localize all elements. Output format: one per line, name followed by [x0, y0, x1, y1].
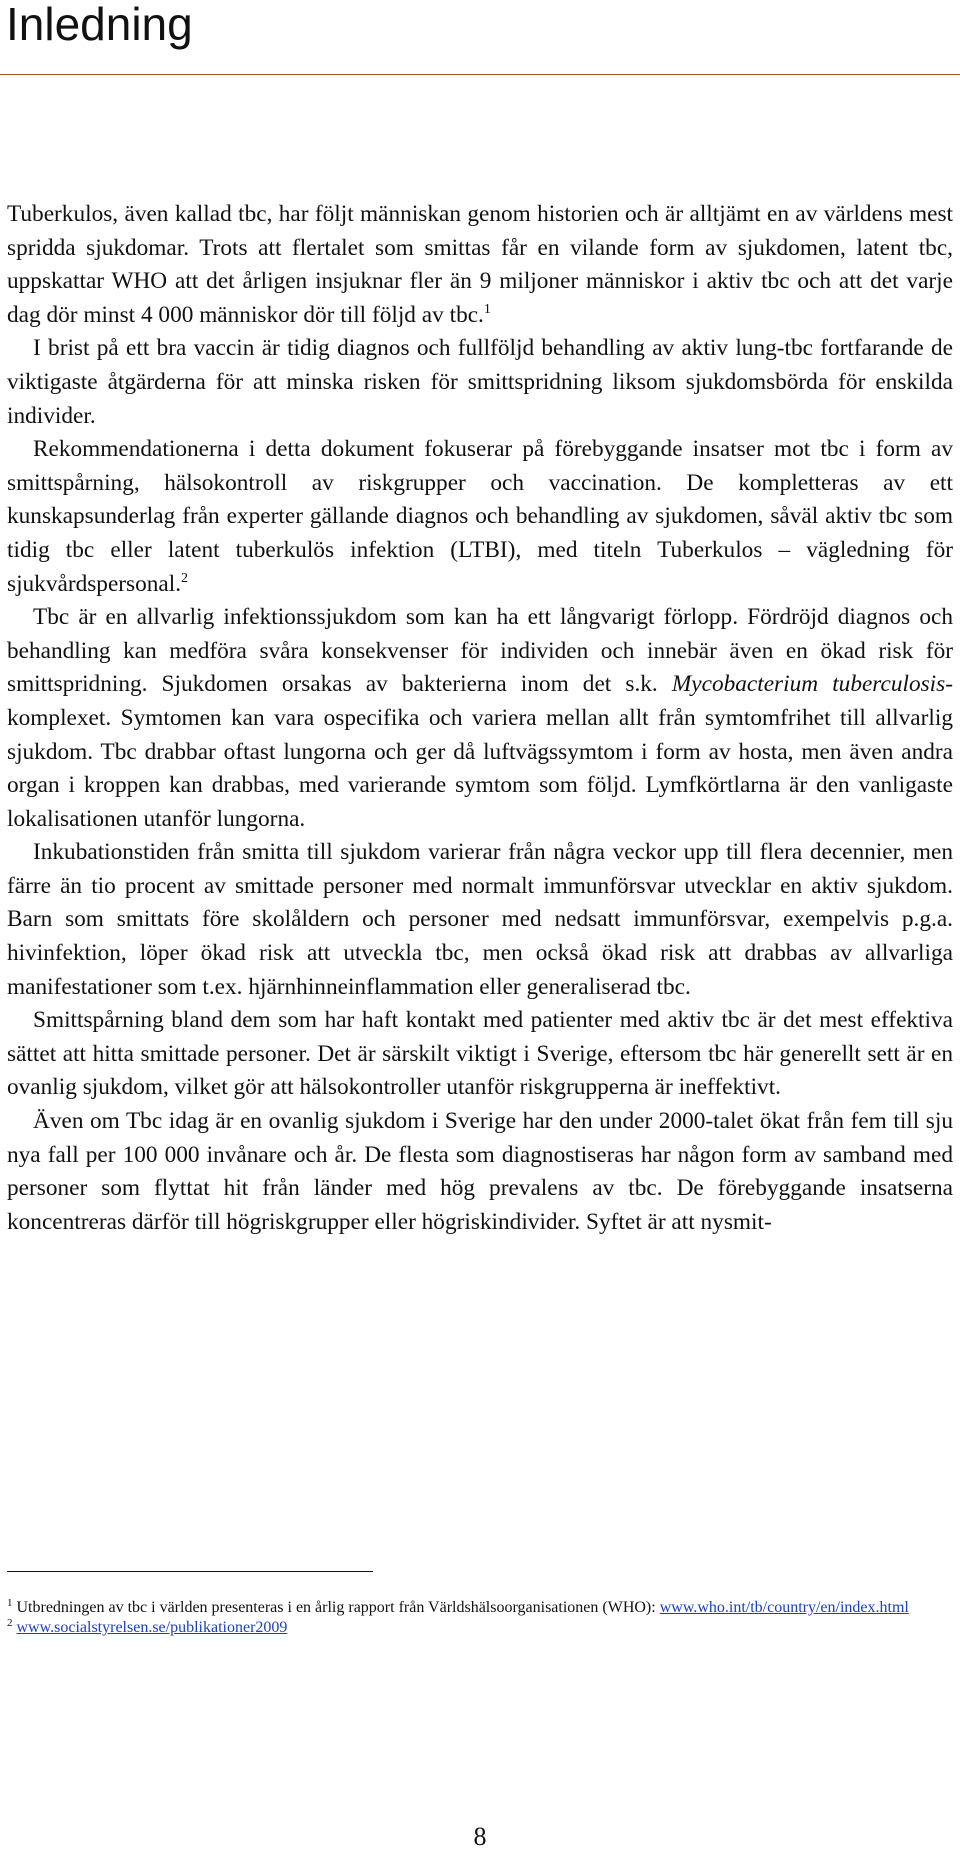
paragraph-4-text-after: -komplexet. Symtomen kan vara ospecifika och variera mellan allt från symtomfrihet till allvarlig sjukdom. Tbc drabbar oftast lungorna och ger då luftvägssymtom i form av hosta, men även andra organ i kroppen kan drabbas, med varierande symtom som följd. Lymfkörtlarna är den vanligaste lokalisationen utanför lungorna.	[7, 671, 953, 832]
footnote-ref-2[interactable]: 2	[181, 570, 189, 586]
paragraph-2: I brist på ett bra vaccin är tidig diagnos och fullföljd behandling av aktiv lung-tbc fortfarande de viktigaste åtgärderna för att minska risken för smittspridning liksom sjukdomsbörda för enskilda individer.	[7, 335, 953, 429]
footnote-ref-1[interactable]: 1	[483, 301, 491, 317]
footnotes	[7, 1598, 953, 1638]
footnote-1	[7, 1598, 953, 1618]
page-heading: Inledning	[6, 0, 193, 50]
paragraph-5: Inkubationstiden från smitta till sjukdom varierar från några veckor upp till flera decennier, men färre än tio procent av smittade personer med normalt immunförsvar utvecklar en aktiv sjukdom. Barn som smittats före skolåldern och personer med nedsatt immunförsvar, exempelvis p.g.a. hivinfektion, löper ökad risk att utveckla tbc, men också ökad risk att drabbas av allvarliga manifestationer som t.ex. hjärnhinneinflammation eller generaliserad tbc.	[7, 839, 953, 1000]
heading-rule	[0, 74, 960, 75]
paragraph-4	[7, 601, 953, 836]
paragraph-3-text: Rekommendationerna i detta dokument fokuserar på förebyggande insatser mot tbc i form av smittspårning, hälsokontroll av riskgrupper och vaccination. De kompletteras av ett kunskapsunderlag från experter gällande diagnos och behandling av sjukdomen, såväl aktiv tbc som tidig tbc eller latent tuberkulös infektion (LTBI), med titeln Tuberkulos – vägledning för sjukvårdspersonal.	[7, 436, 953, 597]
paragraph-4-text-before: Tbc är en allvarlig infektionssjukdom som kan ha ett långvarigt förlopp. Fördröjd diagnos och behandling kan medföra svåra konsekvenser för individen och innebär även en ökad risk för smittspridning. Sjukdomen orsakas av bakterierna inom det s.k.	[7, 604, 953, 698]
footnote-1-number: 1	[7, 1597, 13, 1609]
paragraph-1-text: Tuberkulos, även kallad tbc, har följt människan genom historien och är alltjämt en av världens mest spridda sjukdomar. Trots att flertalet som smittas får en vilande form av sjukdomen, latent tbc, uppskattar WHO att det årligen insjuknar fler än 9 miljoner människor i aktiv tbc och att det varje dag dör minst 4 000 människor dör till följd av tbc.	[7, 201, 953, 328]
footnote-separator	[7, 1571, 373, 1572]
page-number: 8	[473, 1822, 487, 1851]
footnote-2	[7, 1618, 953, 1638]
footnote-1-text: Utbredningen av tbc i världen presenteras i en årlig rapport från Världshälsoorganisationen (WHO):	[16, 1599, 660, 1616]
paragraph-4-species-name: Mycobacterium tuberculosis	[671, 671, 946, 698]
paragraph-3	[7, 433, 953, 601]
body-text	[7, 198, 953, 1239]
footnote-2-link[interactable]: www.socialstyrelsen.se/publikationer2009	[16, 1619, 288, 1636]
paragraph-7: Även om Tbc idag är en ovanlig sjukdom i Sverige har den under 2000-talet ökat från fem till sju nya fall per 100 000 invånare och år. De flesta som diagnostiseras har någon form av samband med personer som flyttat hit från länder med hög prevalens av tbc. De förebyggande insatserna koncentreras därför till högriskgrupper eller högriskindivider. Syftet är att nysmit-	[7, 1108, 953, 1235]
paragraph-6: Smittspårning bland dem som har haft kontakt med patienter med aktiv tbc är det mest effektiva sättet att hitta smittade personer. Det är särskilt viktigt i Sverige, eftersom tbc här generellt sett är en ovanlig sjukdom, vilket gör att hälsokontroller utanför riskgrupperna är ineffektivt.	[7, 1007, 953, 1101]
footnote-2-number: 2	[7, 1617, 13, 1629]
footnote-1-link[interactable]: www.who.int/tb/country/en/index.html	[659, 1599, 909, 1616]
paragraph-1	[7, 198, 953, 332]
